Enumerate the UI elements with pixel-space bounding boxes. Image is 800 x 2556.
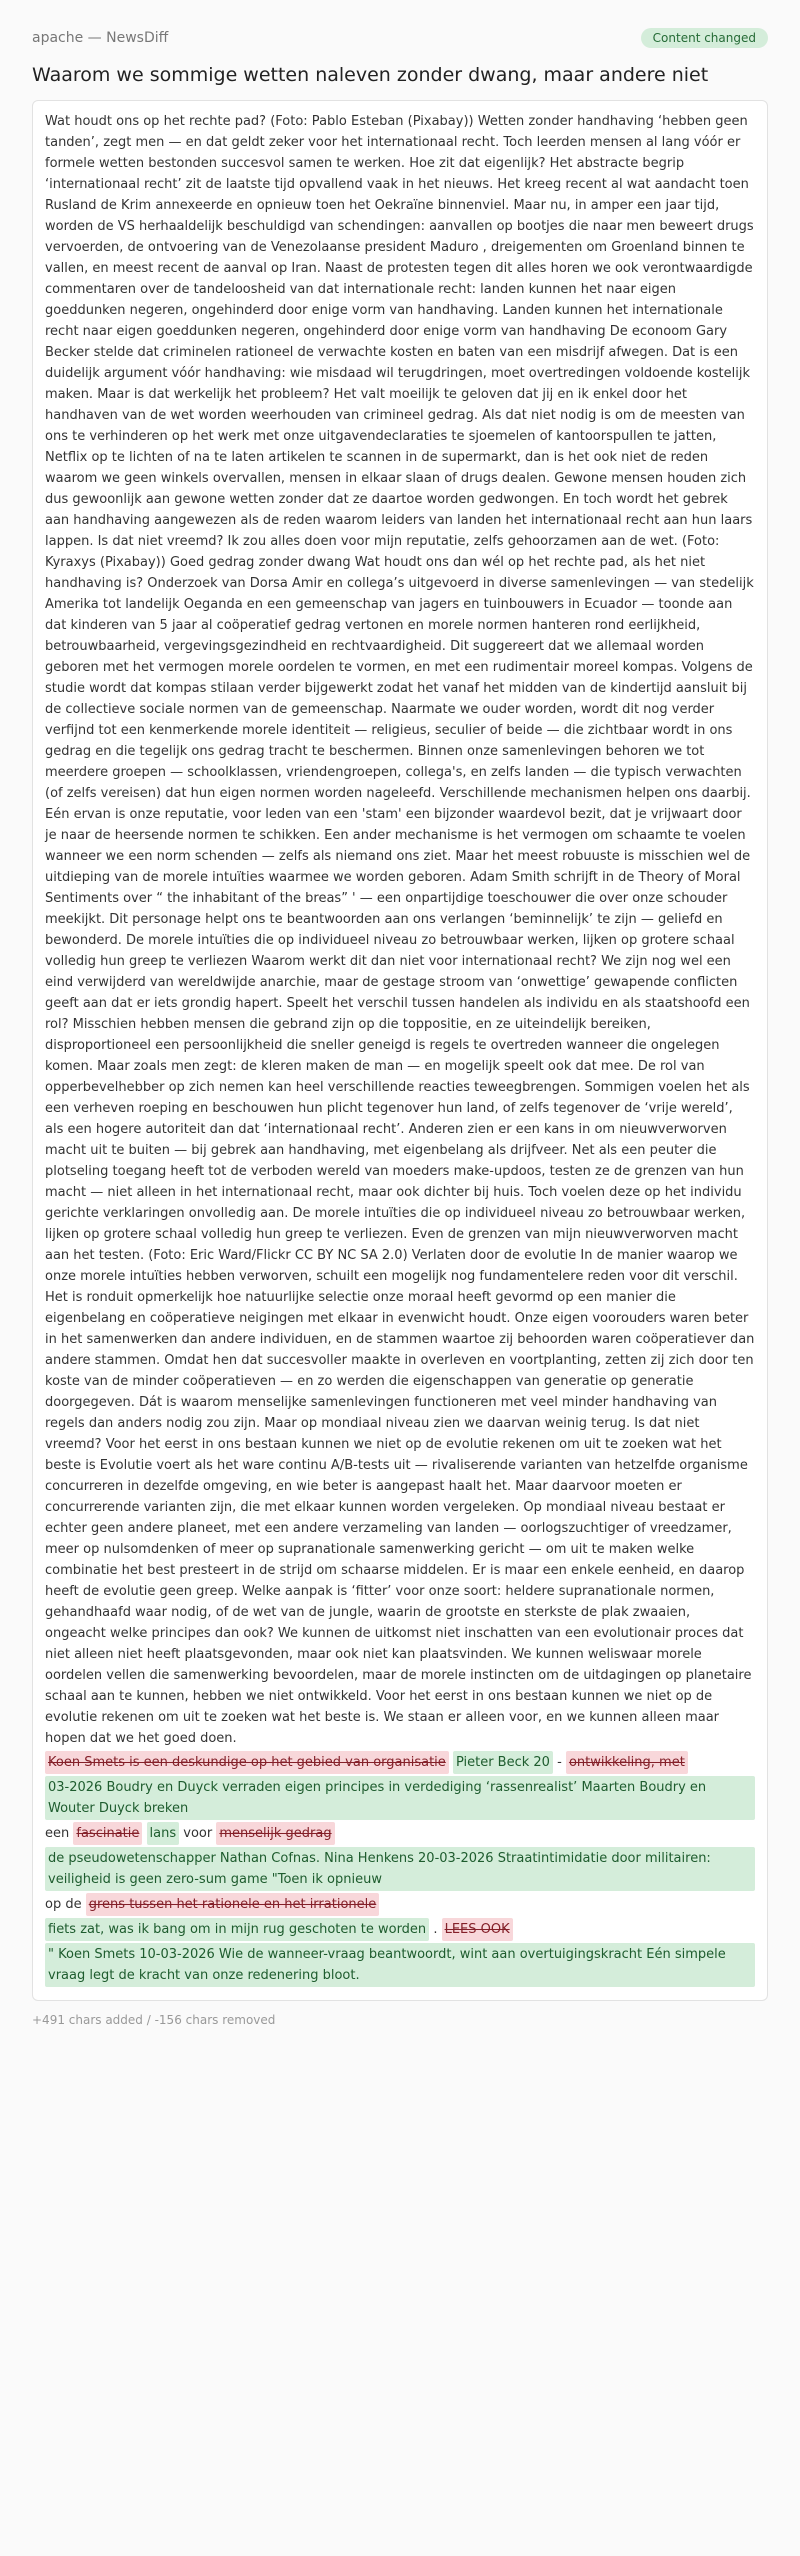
added-segment: fiets zat, was ik bang om in mijn rug geschoten te worden (45, 1918, 429, 1941)
added-segment: Pieter Beck 20 (453, 1751, 553, 1774)
unchanged-segment: . (433, 1922, 438, 1937)
unchanged-segment: voor (183, 1826, 213, 1841)
diff-segments (45, 1750, 755, 1987)
article-body: Wat houdt ons op het rechte pad? (Foto: Pablo Esteban (Pixabay)) Wetten zonder handhaving ‘hebben geen tanden’, zegt men — en dat geldt zeker voor het internationaal recht. Toch leerden mensen al lang vóór er formele wetten bestonden succesvol samen te werken. Hoe zit dat eigenlijk? Het abstracte begrip ‘internationaal recht’ zit de laatste tijd opvallend vaak in het nieuws. Het kreeg recent al wat aandacht toen Rusland de Krim annexeerde en opnieuw toen het Oekraïne binnenviel. Maar nu, in amper een jaar tijd, worden de VS herhaaldelijk beschuldigd van schendingen: aanvallen op bootjes die naar men beweert drugs vervoerden, de ontvoering van de Venezolaanse president Maduro , dreigementen om Groenland binnen te vallen, en meest recent de aanval op Iran. Naast de protesten tegen dit alles horen we ook verontwaardigde commentaren over de tandeloosheid van dat internationale recht: landen kunnen het naar eigen goeddunken negeren, ongehinderd door enige vorm van handhaving. Landen kunnen het internationale recht naar eigen goeddunken negeren, ongehinderd door enige vorm van handhaving De econoom Gary Becker stelde dat criminelen rationeel de verwachte kosten en baten van een misdrijf afwegen. Dat is een duidelijk argument vóór handhaving: wie misdaad wil terugdringen, moet overtredingen voldoende kostelijk maken. Maar is dat werkelijk het probleem? Het valt moeilijk te geloven dat jij en ik enkel door het handhaven van de wet worden weerhouden van crimineel gedrag. Als dat niet nodig is om de meesten van ons te verhinderen op het werk met onze uitgavendeclaraties te sjoemelen of kantoorspullen te jatten, Netflix op te lichten of na te laten artikelen te scannen in de supermarkt, dan is het ook niet de reden waarom we geen winkels overvallen, mensen in elkaar slaan of drugs dealen. Gewone mensen houden zich dus gewoonlijk aan gewone wetten zonder dat ze daartoe worden gedwongen. En toch wordt het gebrek aan handhaving aangewezen als de reden waarom leiders van landen het internationaal recht aan hun laars lappen. Is dat niet vreemd? Ik zou alles doen voor mijn reputatie, zelfs gehoorzamen aan de wet. (Foto: Kyraxys (Pixabay)) Goed gedrag zonder dwang Wat houdt ons dan wél op het rechte pad, als het niet handhaving is? Onderzoek van Dorsa Amir en collega’s uitgevoerd in diverse samenlevingen — van stedelijk Amerika tot landelijk Oeganda en een gemeenschap van jagers en tuinbouwers in Ecuador — toonde aan dat kinderen van 5 jaar al coöperatief gedrag vertonen en morele normen hanteren rond eerlijkheid, betrouwbaarheid, vergevingsgezindheid en rechtvaardigheid. Dit suggereert dat we allemaal worden geboren met het vermogen morele oordelen te vormen, en met een rudimentair moreel kompas. Volgens de studie wordt dat kompas stilaan verder bijgewerkt zodat het vanaf het midden van de kindertijd aansluit bij de collectieve sociale normen van de gemeenschap. Naarmate we ouder worden, wordt dit nog verder verfijnd tot een kenmerkende morele identiteit — religieus, seculier of beide — die zichtbaar wordt in ons gedrag en die tegelijk ons gedrag tracht te beschermen. Binnen onze samenlevingen behoren we tot meerdere groepen — schoolklassen, vriendengroepen, collega's, en zelfs landen — die typisch verwachten (of zelfs vereisen) dat hun eigen normen worden nageleefd. Verschillende mechanismen helpen ons daarbij. Eén ervan is onze reputatie, voor leden van een 'stam' een bijzonder waardevol bezit, dat je vrijwaart door je naar de heersende normen te schikken. Een ander mechanisme is het vermogen om schaamte te voelen wanneer we een norm schenden — zelfs als niemand ons ziet. Maar het meest robuuste is misschien wel de uitdieping van de morele intuïties waarmee we worden geboren. Adam Smith schrijft in de Theory of Moral Sentiments over “ the inhabitant of the breas” ' — een onpartijdige toeschouwer die over onze schouder meekijkt. Dit personage helpt ons te beantwoorden aan ons verlangen ‘beminnelijk’ te zijn — geliefd en bewonderd. De morele intuïties die op individueel niveau zo betrouwbaar werken, lijken op grotere schaal volledig hun greep te verliezen Waarom werkt dit dan niet voor internationaal recht? We zijn nog wel een eind verwijderd van wereldwijde anarchie, maar de gestage stroom van ‘onwettige’ gewapende conflicten geeft aan dat er iets grondig hapert. Speelt het verschil tussen handelen als individu en als staatshoofd een rol? Misschien hebben mensen die gebrand zijn op die toppositie, en ze uiteindelijk bereiken, disproportioneel een persoonlijkheid die sneller geneigd is regels te overtreden wanneer die ongelegen komen. Maar zoals men zegt: de kleren maken de man — en mogelijk speelt ook dat mee. De rol van opperbevelhebber op zich nemen kan heel verschillende reacties teweegbrengen. Sommigen voelen het als een verheven roeping en beschouwen hun plicht tegenover hun land, of zelfs tegenover de ‘vrije wereld’, als een hogere autoriteit dan dat ‘internationaal recht’. Anderen zien er een kans in om nieuwverworven macht uit te buiten — bij gebrek aan handhaving, met eigenbelang als drijfveer. Net als een peuter die plotseling toegang heeft tot de verboden wereld van moeders make-updoos, testen ze de grenzen van hun macht — niet alleen in het internationaal recht, maar ook dichter bij huis. Toch voelen deze op het individu gerichte verklaringen onvolledig aan. De morele intuïties die op individueel niveau zo betrouwbaar werken, lijken op grotere schaal volledig hun greep te verliezen. Even de grenzen van mijn nieuwverworven macht aan het testen. (Foto: Eric Ward/Flickr CC BY NC SA 2.0) Verlaten door de evolutie In de manier waarop we onze morele intuïties hebben verworven, schuilt een mogelijk nog fundamentelere reden voor dit verschil. Het is ronduit opmerkelijk hoe natuurlijke selectie onze moraal heeft gevormd op een manier die eigenbelang en coöperatieve neigingen met elkaar in evenwicht houdt. Onze eigen voorouders waren beter in het samenwerken dan andere individuen, en de stammen waartoe zij behoorden waren coöperatiever dan andere stammen. Omdat hen dat succesvoller maakte in overleven en voortplanting, zetten zij zich door ten koste van de minder coöperatieven — en zo werden die eigenschappen van generatie op generatie doorgegeven. Dát is waarom menselijke samenlevingen functioneren met veel minder handhaving van regels dan anders nodig zou zijn. Maar op mondiaal niveau zien we daarvan weinig terug. Is dat niet vreemd? Voor het eerst in ons bestaan kunnen we niet op de evolutie rekenen om uit te zoeken wat het beste is Evolutie voert als het ware continu A/B-tests uit — rivaliserende varianten van hetzelfde organisme concurreren in dezelfde omgeving, en wie beter is aangepast haalt het. Maar daarvoor moeten er concurrerende varianten zijn, die met elkaar kunnen worden vergeleken. Op mondiaal niveau bestaat er echter geen andere planeet, met een andere verzameling van landen — oorlogszuchtiger of vreedzamer, meer op nulsomdenken of meer op supranationale samenwerking gericht — om uit te maken welke combinatie het best presteert in de strijd om schaarse middelen. Er is maar een enkele eenheid, en daarop heeft de evolutie geen greep. Welke aanpak is ‘fitter’ voor onze soort: heldere supranationale normen, gehandhaafd waar nodig, of de wet van de jungle, waarin de grootste en sterkste de plak zwaaien, ongeacht welke principes dan ook? We kunnen de uitkomst niet inschatten van een evolutionair proces dat niet alleen niet heeft plaatsgevonden, maar ook niet kan plaatsvinden. We kunnen weliswaar morele oordelen vellen die samenwerking bevoordelen, maar de morele instincten om de uitdagingen op planetaire schaal aan te kunnen, hebben we niet ontwikkeld. Voor het eerst in ons bestaan kunnen we niet op de evolutie rekenen om uit te zoeken wat het beste is. We staan er alleen voor, en we kunnen alleen maar hopen dat we het goed doen. (45, 114, 755, 1746)
added-segment: de pseudowetenschapper Nathan Cofnas. Nina Henkens 20-03-2026 Straatintimidatie door militairen: veiligheid is geen zero-sum game "Toen ik opnieuw (45, 1847, 755, 1891)
unchanged-segment: - (557, 1755, 562, 1770)
unchanged-segment: op de (45, 1897, 82, 1912)
app-title: apache — NewsDiff (32, 30, 169, 46)
removed-segment: menselijk gedrag (216, 1822, 334, 1845)
diff-summary: +491 chars added / -156 chars removed (32, 2013, 276, 2027)
header-bar (32, 26, 768, 50)
removed-segment: Koen Smets is een deskundige op het gebied van organisatie (45, 1751, 449, 1774)
diff-card (32, 100, 768, 2001)
removed-segment: grens tussen het rationele en het irrationele (86, 1893, 380, 1916)
unchanged-segment: een (45, 1826, 70, 1841)
removed-segment: ontwikkeling, met (566, 1751, 688, 1774)
added-segment: lans (147, 1822, 180, 1845)
added-segment: " Koen Smets 10-03-2026 Wie de wanneer-vraag beantwoordt, wint aan overtuigingskracht Eén simpele vraag legt de kracht van onze redenering bloot. (45, 1943, 755, 1987)
removed-segment: LEES OOK (442, 1918, 513, 1941)
added-segment: 03-2026 Boudry en Duyck verraden eigen principes in verdediging ‘rassenrealist’ Maarten Boudry en Wouter Duyck breken (45, 1776, 755, 1820)
removed-segment: fascinatie (73, 1822, 142, 1845)
article-title: Waarom we sommige wetten naleven zonder dwang, maar andere niet (32, 64, 709, 86)
status-badge: Content changed (641, 28, 768, 48)
